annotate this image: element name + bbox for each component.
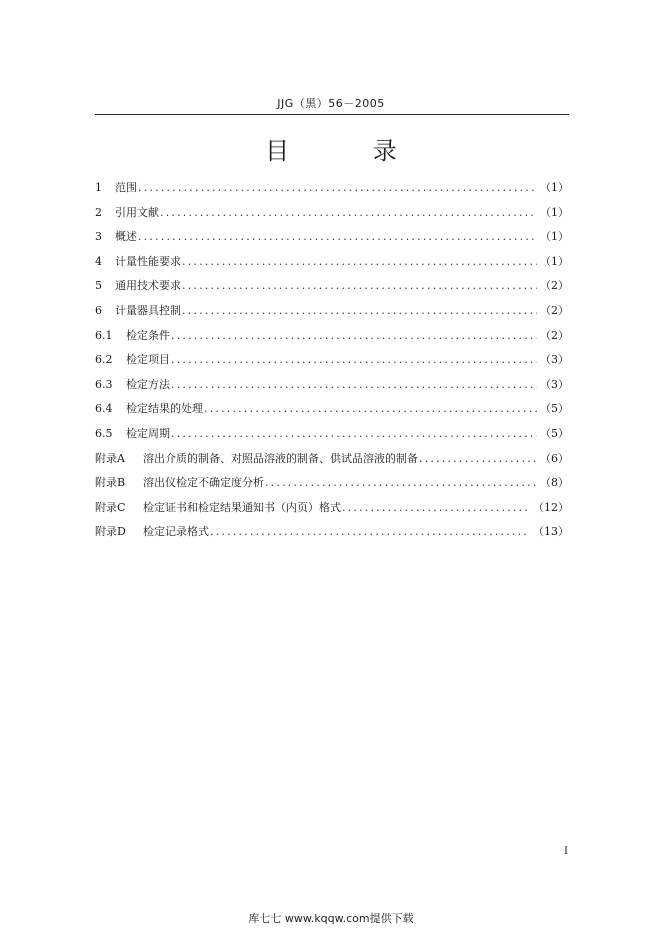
toc-dot-leader bbox=[210, 525, 530, 538]
download-footer: 库七七 www.kqqw.com提供下载 bbox=[248, 912, 414, 925]
toc-entry-number: 3 bbox=[95, 230, 102, 244]
toc-entry-title: 检定记录格式 bbox=[143, 525, 209, 539]
toc-entry-number: 6.4 bbox=[95, 402, 113, 416]
toc-entry-title: 溶出仪检定不确定度分析 bbox=[143, 476, 264, 490]
toc-entry-6-3[interactable] bbox=[95, 376, 569, 401]
toc-entry-6-4[interactable] bbox=[95, 400, 569, 425]
table-of-contents bbox=[95, 179, 569, 548]
toc-entry-title: 范围 bbox=[115, 181, 137, 194]
toc-entry-title: 计量器具控制 bbox=[115, 303, 181, 317]
toc-entry-number: 6.3 bbox=[95, 377, 113, 391]
toc-dot-leader bbox=[171, 378, 537, 391]
toc-dot-leader bbox=[182, 279, 537, 292]
toc-entry-page: （1） bbox=[540, 230, 569, 244]
toc-entry-page: （2） bbox=[540, 279, 569, 293]
toc-entry-number: 2 bbox=[95, 205, 102, 219]
toc-entry-3[interactable] bbox=[95, 228, 569, 253]
toc-dot-leader bbox=[171, 329, 537, 342]
toc-entry-number: 4 bbox=[95, 254, 102, 268]
toc-dot-leader bbox=[138, 230, 537, 243]
toc-entry-title: 检定证书和检定结果通知书（内页）格式 bbox=[143, 500, 341, 514]
page-number: I bbox=[564, 846, 568, 857]
header-rule bbox=[95, 114, 569, 115]
toc-entry-title: 通用技术要求 bbox=[115, 279, 181, 293]
toc-entry-page: （3） bbox=[540, 353, 569, 367]
toc-entry-title: 引用文献 bbox=[115, 205, 159, 219]
document-header: JJG（黑）56－2005 bbox=[277, 97, 385, 110]
toc-entry-4[interactable] bbox=[95, 253, 569, 278]
toc-entry-6-5[interactable] bbox=[95, 425, 569, 450]
toc-entry-title: 检定周期 bbox=[126, 426, 170, 440]
toc-entry-page: （2） bbox=[540, 303, 569, 317]
toc-entry-number: 附录D bbox=[95, 525, 126, 539]
toc-dot-leader bbox=[160, 206, 537, 219]
toc-dot-leader bbox=[204, 402, 537, 415]
toc-dot-leader bbox=[171, 427, 537, 440]
toc-entry-title: 概述 bbox=[115, 230, 137, 244]
toc-entry-number: 6.2 bbox=[95, 353, 113, 367]
toc-dot-leader bbox=[171, 353, 537, 366]
toc-entry-page: （3） bbox=[540, 377, 569, 391]
toc-entry-2[interactable] bbox=[95, 204, 569, 229]
toc-entry-title: 计量性能要求 bbox=[115, 254, 181, 268]
toc-dot-leader bbox=[182, 304, 537, 317]
toc-entry-number: 附录A bbox=[95, 451, 125, 465]
toc-entry-appendix-b[interactable] bbox=[95, 474, 569, 499]
toc-entry-6[interactable] bbox=[95, 302, 569, 327]
toc-entry-page: （1） bbox=[540, 205, 569, 219]
toc-entry-5[interactable] bbox=[95, 277, 569, 302]
toc-dot-leader bbox=[138, 181, 537, 194]
toc-entry-page: （5） bbox=[540, 402, 569, 416]
toc-entry-number: 附录C bbox=[95, 500, 126, 514]
toc-dot-leader bbox=[342, 501, 530, 514]
toc-entry-page: （13） bbox=[533, 525, 569, 539]
toc-entry-page: （5） bbox=[540, 426, 569, 440]
toc-entry-title: 溶出介质的制备、对照品溶液的制备、供试品溶液的制备 bbox=[143, 451, 418, 465]
toc-entry-6-1[interactable] bbox=[95, 327, 569, 352]
toc-entry-number: 6 bbox=[95, 303, 102, 317]
toc-entry-title: 检定方法 bbox=[126, 377, 170, 391]
toc-entry-6-2[interactable] bbox=[95, 351, 569, 376]
toc-entry-page: （1） bbox=[540, 181, 569, 194]
toc-entry-number: 6.1 bbox=[95, 328, 113, 342]
toc-entry-page: （8） bbox=[540, 476, 569, 490]
toc-entry-title: 检定结果的处理 bbox=[126, 402, 203, 416]
toc-entry-number: 6.5 bbox=[95, 426, 113, 440]
toc-entry-appendix-a[interactable] bbox=[95, 450, 569, 475]
toc-entry-number: 1 bbox=[95, 181, 102, 194]
toc-entry-title: 检定条件 bbox=[126, 328, 170, 342]
toc-dot-leader bbox=[419, 452, 537, 465]
toc-entry-appendix-c[interactable] bbox=[95, 499, 569, 524]
toc-entry-appendix-d[interactable] bbox=[95, 523, 569, 548]
toc-entry-page: （12） bbox=[533, 500, 569, 514]
toc-entry-page: （2） bbox=[540, 328, 569, 342]
toc-entry-1[interactable] bbox=[95, 179, 569, 204]
toc-entry-title: 检定项目 bbox=[126, 353, 170, 367]
toc-entry-page: （6） bbox=[540, 451, 569, 465]
toc-dot-leader bbox=[182, 255, 537, 268]
toc-entry-number: 5 bbox=[95, 279, 102, 293]
toc-entry-number: 附录B bbox=[95, 476, 126, 490]
toc-dot-leader bbox=[265, 476, 537, 489]
toc-heading: 目 录 bbox=[265, 137, 435, 165]
toc-entry-page: （1） bbox=[540, 254, 569, 268]
